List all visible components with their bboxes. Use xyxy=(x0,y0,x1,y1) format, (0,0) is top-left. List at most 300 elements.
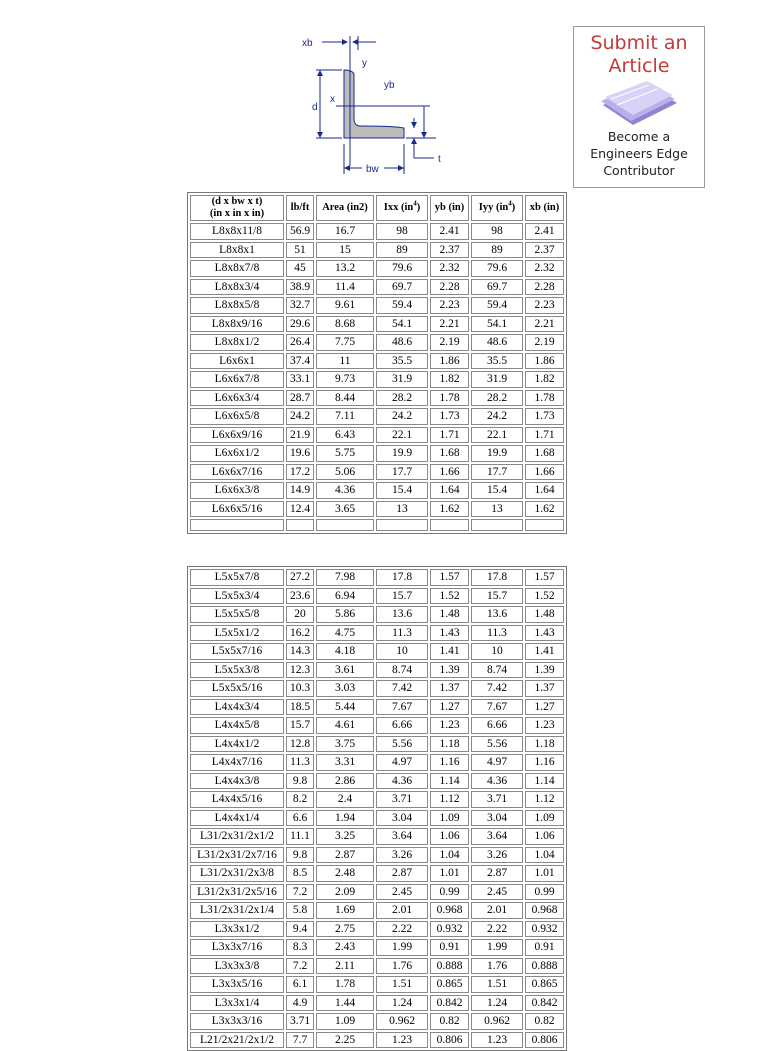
table-cell: L3x3x1/4 xyxy=(190,995,284,1012)
table-cell: 13 xyxy=(376,501,428,518)
label-y: y xyxy=(362,58,367,69)
table-cell: L5x5x7/16 xyxy=(190,643,284,660)
table-cell: 1.68 xyxy=(430,445,469,462)
table-cell: 8.5 xyxy=(286,865,314,882)
table-cell: 1.41 xyxy=(430,643,469,660)
table-cell: 3.75 xyxy=(316,736,374,753)
angle-section-diagram xyxy=(296,26,476,186)
table-cell: 7.42 xyxy=(376,680,428,697)
table-cell: 1.66 xyxy=(430,464,469,481)
header-xb: xb (in) xyxy=(525,195,564,221)
table-cell: 0.806 xyxy=(525,1032,564,1049)
table-cell: 1.78 xyxy=(316,976,374,993)
table-cell: 5.56 xyxy=(376,736,428,753)
table-cell: 14.3 xyxy=(286,643,314,660)
table-cell: 28.2 xyxy=(376,390,428,407)
table-cell: 3.31 xyxy=(316,754,374,771)
table-cell: L6x6x1 xyxy=(190,353,284,370)
table-row xyxy=(190,260,564,277)
table-cell: 17.2 xyxy=(286,464,314,481)
table-cell: 15.7 xyxy=(286,717,314,734)
table-cell: 1.41 xyxy=(525,643,564,660)
table-cell: L4x4x3/4 xyxy=(190,699,284,716)
table-cell: 89 xyxy=(376,242,428,259)
table-cell: L4x4x7/16 xyxy=(190,754,284,771)
table-row xyxy=(190,279,564,296)
table-cell: 11.1 xyxy=(286,828,314,845)
table-cell: L4x4x1/4 xyxy=(190,810,284,827)
table-row xyxy=(190,445,564,462)
table-cell: 8.2 xyxy=(286,791,314,808)
header-ixx: Ixx $(in^4)$ xyxy=(376,195,428,221)
table-cell: 1.14 xyxy=(430,773,469,790)
table-cell: L21/2x21/2x1/2 xyxy=(190,1032,284,1049)
table-cell: 3.65 xyxy=(316,501,374,518)
table-cell: L3x3x3/16 xyxy=(190,1013,284,1030)
table-cell: 7.67 xyxy=(376,699,428,716)
table-cell: 16.7 xyxy=(316,223,374,240)
table-cell: 48.6 xyxy=(471,334,523,351)
table-cell: 11 xyxy=(316,353,374,370)
table-cell: 2.32 xyxy=(430,260,469,277)
table-cell: 3.71 xyxy=(471,791,523,808)
table-cell: 8.44 xyxy=(316,390,374,407)
table-cell: L31/2x31/2x1/4 xyxy=(190,902,284,919)
table-cell: 0.82 xyxy=(430,1013,469,1030)
table-cell: 1.06 xyxy=(525,828,564,845)
table-cell: 89 xyxy=(471,242,523,259)
table-cell: L4x4x1/2 xyxy=(190,736,284,753)
table-cell: 9.4 xyxy=(286,921,314,938)
table-cell: 1.01 xyxy=(430,865,469,882)
table-cell: 7.2 xyxy=(286,884,314,901)
table-cell: 5.75 xyxy=(316,445,374,462)
table-cell: 35.5 xyxy=(376,353,428,370)
paper-stack-icon xyxy=(597,81,681,127)
table-cell: 5.8 xyxy=(286,902,314,919)
table-cell: 2.23 xyxy=(525,297,564,314)
table-cell: 22.1 xyxy=(471,427,523,444)
table-cell: 1.94 xyxy=(316,810,374,827)
table-cell: 2.87 xyxy=(376,865,428,882)
table-cell: 1.99 xyxy=(376,939,428,956)
table-cell: 1.78 xyxy=(525,390,564,407)
table-cell: 0.865 xyxy=(525,976,564,993)
table-cell: 15.7 xyxy=(471,588,523,605)
table-cell: 11.3 xyxy=(376,625,428,642)
label-d: d xyxy=(312,102,318,113)
table-cell: 17.8 xyxy=(376,569,428,586)
table-cell-empty xyxy=(430,519,469,531)
table-row xyxy=(190,334,564,351)
table-cell: 15.4 xyxy=(471,482,523,499)
table-cell: 6.6 xyxy=(286,810,314,827)
table-cell: 1.99 xyxy=(471,939,523,956)
table-cell: 4.75 xyxy=(316,625,374,642)
table-row xyxy=(190,427,564,444)
table-cell: 54.1 xyxy=(376,316,428,333)
table-cell: 1.69 xyxy=(316,902,374,919)
table-cell: 51 xyxy=(286,242,314,259)
table-cell: 17.8 xyxy=(471,569,523,586)
table-row xyxy=(190,976,564,993)
table-cell: 15.4 xyxy=(376,482,428,499)
table-cell: 0.932 xyxy=(430,921,469,938)
table-cell: 2.19 xyxy=(525,334,564,351)
table-cell: 33.1 xyxy=(286,371,314,388)
table-cell: 2.01 xyxy=(471,902,523,919)
table-cell: 1.68 xyxy=(525,445,564,462)
table-cell: 38.9 xyxy=(286,279,314,296)
table-cell: 2.22 xyxy=(471,921,523,938)
table-cell: 35.5 xyxy=(471,353,523,370)
table-cell: 4.36 xyxy=(471,773,523,790)
table-cell: 12.8 xyxy=(286,736,314,753)
table-cell: 0.968 xyxy=(525,902,564,919)
table-cell: 1.23 xyxy=(471,1032,523,1049)
table-cell: 15 xyxy=(316,242,374,259)
table-cell: L4x4x3/8 xyxy=(190,773,284,790)
table-cell: L6x6x7/16 xyxy=(190,464,284,481)
table-cell: 2.43 xyxy=(316,939,374,956)
table-cell: 28.2 xyxy=(471,390,523,407)
table-cell: L6x6x1/2 xyxy=(190,445,284,462)
table-cell: 3.03 xyxy=(316,680,374,697)
table-cell: 98 xyxy=(376,223,428,240)
table-cell: 6.66 xyxy=(376,717,428,734)
table-cell: 1.57 xyxy=(525,569,564,586)
table-cell: 9.8 xyxy=(286,773,314,790)
table-cell: 1.71 xyxy=(525,427,564,444)
table-cell: 7.11 xyxy=(316,408,374,425)
table-cell: 0.91 xyxy=(430,939,469,956)
table-cell: 27.2 xyxy=(286,569,314,586)
table-row xyxy=(190,921,564,938)
table-cell: 2.41 xyxy=(430,223,469,240)
table-cell: L6x6x5/8 xyxy=(190,408,284,425)
table-cell: 2.21 xyxy=(430,316,469,333)
table-cell: 3.04 xyxy=(471,810,523,827)
table-cell: 9.73 xyxy=(316,371,374,388)
table-cell: 2.28 xyxy=(430,279,469,296)
table-cell: 15.7 xyxy=(376,588,428,605)
table-cell: 2.32 xyxy=(525,260,564,277)
table-cell: 79.6 xyxy=(376,260,428,277)
table-cell: L6x6x5/16 xyxy=(190,501,284,518)
table-row xyxy=(190,408,564,425)
ad-sub-line2: Engineers Edge xyxy=(590,146,688,161)
table-cell: 1.48 xyxy=(525,606,564,623)
table-cell: L8x8x11/8 xyxy=(190,223,284,240)
table-cell: 2.21 xyxy=(525,316,564,333)
table-cell: L31/2x31/2x3/8 xyxy=(190,865,284,882)
table-cell: L8x8x1 xyxy=(190,242,284,259)
table-cell: 1.23 xyxy=(525,717,564,734)
table-cell: L31/2x31/2x1/2 xyxy=(190,828,284,845)
table-cell: 1.18 xyxy=(525,736,564,753)
table-row xyxy=(190,902,564,919)
table-body-part1 xyxy=(190,223,564,531)
table-row xyxy=(190,828,564,845)
table-cell: 1.76 xyxy=(376,958,428,975)
table-cell: 69.7 xyxy=(471,279,523,296)
table-cell: 8.68 xyxy=(316,316,374,333)
table-cell: 1.71 xyxy=(430,427,469,444)
table-cell: 1.09 xyxy=(430,810,469,827)
table-cell: 1.76 xyxy=(471,958,523,975)
table-cell: 5.44 xyxy=(316,699,374,716)
table-cell: L8x8x9/16 xyxy=(190,316,284,333)
table-cell: 13.2 xyxy=(316,260,374,277)
table-cell: 8.74 xyxy=(376,662,428,679)
table-row xyxy=(190,223,564,240)
table-cell: 1.86 xyxy=(430,353,469,370)
table-cell: 2.19 xyxy=(430,334,469,351)
table-cell: 7.67 xyxy=(471,699,523,716)
table-cell: 24.2 xyxy=(376,408,428,425)
table-cell: 1.23 xyxy=(376,1032,428,1049)
table-cell: 4.61 xyxy=(316,717,374,734)
label-yb: yb xyxy=(384,80,395,91)
table-cell: L8x8x3/4 xyxy=(190,279,284,296)
angle-shape xyxy=(344,70,404,138)
table-cell: 0.99 xyxy=(430,884,469,901)
table-cell: 32.7 xyxy=(286,297,314,314)
table-cell: 4.36 xyxy=(316,482,374,499)
table-cell: 24.2 xyxy=(286,408,314,425)
table-cell: 1.82 xyxy=(525,371,564,388)
table-cell-empty xyxy=(316,519,374,531)
ad-title-line1: Submit an xyxy=(590,32,688,54)
table-cell: 3.71 xyxy=(286,1013,314,1030)
table-cell: 1.06 xyxy=(430,828,469,845)
table-row xyxy=(190,643,564,660)
table-row xyxy=(190,810,564,827)
table-cell: 1.62 xyxy=(525,501,564,518)
table-row xyxy=(190,353,564,370)
table-cell: L5x5x7/8 xyxy=(190,569,284,586)
table-cell: 2.28 xyxy=(525,279,564,296)
header-area: Area (in2) xyxy=(316,195,374,221)
table-cell: 2.87 xyxy=(316,847,374,864)
table-cell: 1.39 xyxy=(525,662,564,679)
table-cell: 1.04 xyxy=(430,847,469,864)
table-cell: 7.98 xyxy=(316,569,374,586)
table-cell: 29.6 xyxy=(286,316,314,333)
table-row xyxy=(190,754,564,771)
table-cell: 1.86 xyxy=(525,353,564,370)
table-cell: 1.24 xyxy=(471,995,523,1012)
table-row xyxy=(190,464,564,481)
table-cell: 1.37 xyxy=(430,680,469,697)
table-cell: L6x6x7/8 xyxy=(190,371,284,388)
table-cell: L8x8x7/8 xyxy=(190,260,284,277)
table-cell: L8x8x1/2 xyxy=(190,334,284,351)
table-row xyxy=(190,242,564,259)
table-cell: 1.04 xyxy=(525,847,564,864)
table-row xyxy=(190,958,564,975)
table-cell: 2.37 xyxy=(525,242,564,259)
table-row xyxy=(190,939,564,956)
table-cell: 98 xyxy=(471,223,523,240)
table-cell-empty xyxy=(525,519,564,531)
table-cell: 1.44 xyxy=(316,995,374,1012)
table-cell: 2.45 xyxy=(471,884,523,901)
table-row xyxy=(190,680,564,697)
table-cell: 12.4 xyxy=(286,501,314,518)
table-cell: 2.87 xyxy=(471,865,523,882)
table-cell: 45 xyxy=(286,260,314,277)
table-cell: 0.99 xyxy=(525,884,564,901)
table-cell: 1.09 xyxy=(316,1013,374,1030)
table-cell: 13 xyxy=(471,501,523,518)
table-cell: 2.25 xyxy=(316,1032,374,1049)
table-row xyxy=(190,717,564,734)
table-cell: 1.66 xyxy=(525,464,564,481)
table-cell: L3x3x3/8 xyxy=(190,958,284,975)
table-cell: 5.86 xyxy=(316,606,374,623)
ad-sub-line1: Become a xyxy=(607,129,671,144)
table-row-blank xyxy=(190,519,564,531)
header-yb: yb (in) xyxy=(430,195,469,221)
table-row xyxy=(190,1032,564,1049)
table-cell: 1.16 xyxy=(430,754,469,771)
table-cell: 48.6 xyxy=(376,334,428,351)
table-cell: 4.36 xyxy=(376,773,428,790)
table-cell: L5x5x3/4 xyxy=(190,588,284,605)
table-cell: 2.86 xyxy=(316,773,374,790)
table-cell: 7.75 xyxy=(316,334,374,351)
table-row xyxy=(190,625,564,642)
table-cell: 19.6 xyxy=(286,445,314,462)
table-row xyxy=(190,1013,564,1030)
table-cell: 1.52 xyxy=(525,588,564,605)
table-body-part2 xyxy=(190,569,564,1048)
table-cell: 2.23 xyxy=(430,297,469,314)
table-cell: 1.27 xyxy=(430,699,469,716)
table-cell: 3.04 xyxy=(376,810,428,827)
table-cell: 31.9 xyxy=(376,371,428,388)
table-row xyxy=(190,773,564,790)
table-cell: 0.888 xyxy=(525,958,564,975)
table-cell-empty xyxy=(190,519,284,531)
table-row xyxy=(190,569,564,586)
table-row xyxy=(190,662,564,679)
table-cell: 2.45 xyxy=(376,884,428,901)
table-cell: 1.48 xyxy=(430,606,469,623)
table-cell: 17.7 xyxy=(376,464,428,481)
table-cell: 2.4 xyxy=(316,791,374,808)
table-cell: L5x5x3/8 xyxy=(190,662,284,679)
table-cell: 1.16 xyxy=(525,754,564,771)
table-cell: 26.4 xyxy=(286,334,314,351)
table-cell: L3x3x7/16 xyxy=(190,939,284,956)
table-cell-empty xyxy=(471,519,523,531)
table-cell: L4x4x5/16 xyxy=(190,791,284,808)
table-cell: 0.962 xyxy=(471,1013,523,1030)
table-cell: 9.61 xyxy=(316,297,374,314)
table-cell: 6.43 xyxy=(316,427,374,444)
table-cell: 4.9 xyxy=(286,995,314,1012)
table-row xyxy=(190,791,564,808)
table-cell: 1.51 xyxy=(471,976,523,993)
header-weight: lb/ft xyxy=(286,195,314,221)
table-cell: 1.51 xyxy=(376,976,428,993)
table-cell: 8.3 xyxy=(286,939,314,956)
table-cell: 1.39 xyxy=(430,662,469,679)
table-cell: 1.73 xyxy=(525,408,564,425)
table-cell: 18.5 xyxy=(286,699,314,716)
table-cell: 7.42 xyxy=(471,680,523,697)
table-cell: 4.97 xyxy=(471,754,523,771)
table-cell: 0.865 xyxy=(430,976,469,993)
table-cell: 23.6 xyxy=(286,588,314,605)
table-cell: 1.27 xyxy=(525,699,564,716)
table-cell: 1.57 xyxy=(430,569,469,586)
table-cell: 3.64 xyxy=(471,828,523,845)
table-cell: 4.97 xyxy=(376,754,428,771)
table-cell: 3.26 xyxy=(471,847,523,864)
table-row xyxy=(190,501,564,518)
table-cell: 2.01 xyxy=(376,902,428,919)
table-cell: 7.7 xyxy=(286,1032,314,1049)
table-row xyxy=(190,606,564,623)
table-cell: 3.26 xyxy=(376,847,428,864)
table-cell: 3.61 xyxy=(316,662,374,679)
table-cell: 1.62 xyxy=(430,501,469,518)
table-cell: 9.8 xyxy=(286,847,314,864)
table-cell: 54.1 xyxy=(471,316,523,333)
table-cell: 7.2 xyxy=(286,958,314,975)
table-row xyxy=(190,995,564,1012)
table-cell: 0.82 xyxy=(525,1013,564,1030)
angle-properties-table xyxy=(187,192,567,534)
table-cell: 19.9 xyxy=(376,445,428,462)
table-cell: 13.6 xyxy=(471,606,523,623)
table-cell: 1.12 xyxy=(430,791,469,808)
submit-article-ad[interactable] xyxy=(573,26,705,188)
table-cell: 69.7 xyxy=(376,279,428,296)
table-cell: L5x5x5/8 xyxy=(190,606,284,623)
table-cell-empty xyxy=(286,519,314,531)
table-cell: 20 xyxy=(286,606,314,623)
table-cell: 37.4 xyxy=(286,353,314,370)
table-cell: L4x4x5/8 xyxy=(190,717,284,734)
table-cell: 22.1 xyxy=(376,427,428,444)
table-cell: 2.41 xyxy=(525,223,564,240)
table-row xyxy=(190,482,564,499)
table-cell: 17.7 xyxy=(471,464,523,481)
table-cell: 19.9 xyxy=(471,445,523,462)
table-cell: 11.3 xyxy=(471,625,523,642)
table-row xyxy=(190,588,564,605)
table-cell: 24.2 xyxy=(471,408,523,425)
label-xb: xb xyxy=(302,38,313,49)
table-cell: L3x3x5/16 xyxy=(190,976,284,993)
table-cell: 6.94 xyxy=(316,588,374,605)
table-cell: 1.01 xyxy=(525,865,564,882)
table-cell: 0.806 xyxy=(430,1032,469,1049)
table-cell: L6x6x3/4 xyxy=(190,390,284,407)
table-cell: 5.06 xyxy=(316,464,374,481)
table-cell: 2.48 xyxy=(316,865,374,882)
table-cell: 0.91 xyxy=(525,939,564,956)
table-cell: 0.842 xyxy=(430,995,469,1012)
table-cell: 59.4 xyxy=(471,297,523,314)
table-cell: 14.9 xyxy=(286,482,314,499)
table-cell: 1.43 xyxy=(430,625,469,642)
table-cell: 1.37 xyxy=(525,680,564,697)
